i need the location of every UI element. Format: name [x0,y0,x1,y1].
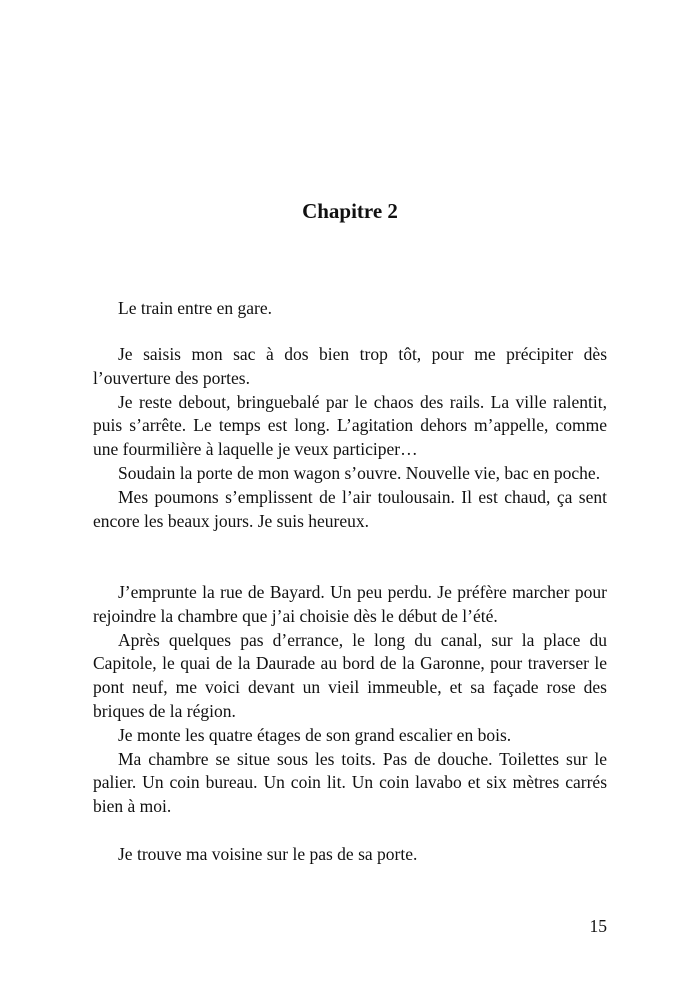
paragraph: Le train entre en gare. [118,298,273,318]
paragraph: Mes poumons s’emplissent de l’air toulousain. Il est chaud, ça sent encore les beaux jours. Je suis heureux. [93,486,607,531]
chapter-title: Chapitre 2 [302,199,398,223]
paragraph: Après quelques pas d’errance, le long du canal, sur la place du Capitole, le quai de la Daurade au bord de la Garonne, pour traverser le pont neuf, me voici devant un vieil immeuble, et sa façade rose des briques de la région. [93,629,607,721]
text-section [93,843,607,867]
paragraph: Je monte les quatre étages de son grand escalier en bois. [118,724,512,745]
text-section [93,581,607,819]
paragraph: Je saisis mon sac à dos bien trop tôt, pour me précipiter dès l’ouverture des portes. [93,344,607,388]
page-number: 15 [589,916,607,936]
text-section [93,297,607,321]
paragraph: Soudain la porte de mon wagon s’ouvre. Nouvelle vie, bac en poche. [118,462,601,483]
paragraph: Je trouve ma voisine sur le pas de sa porte. [118,844,418,864]
text-section [93,343,607,533]
paragraph: J’emprunte la rue de Bayard. Un peu perdu. Je préfère marcher pour rejoindre la chambre que j’ai choisie dès le début de l’été. [93,582,607,626]
paragraph: Ma chambre se situe sous les toits. Pas de douche. Toilettes sur le palier. Un coin bureau. Un coin lit. Un coin lavabo et six mètres carrés bien à moi. [93,748,607,817]
paragraph: Je reste debout, bringuebalé par le chaos des rails. La ville ralentit, puis s’arrête. Le temps est long. L’agitation dehors m’appelle, comme une fourmilière à laquelle je veux participer… [93,391,607,460]
